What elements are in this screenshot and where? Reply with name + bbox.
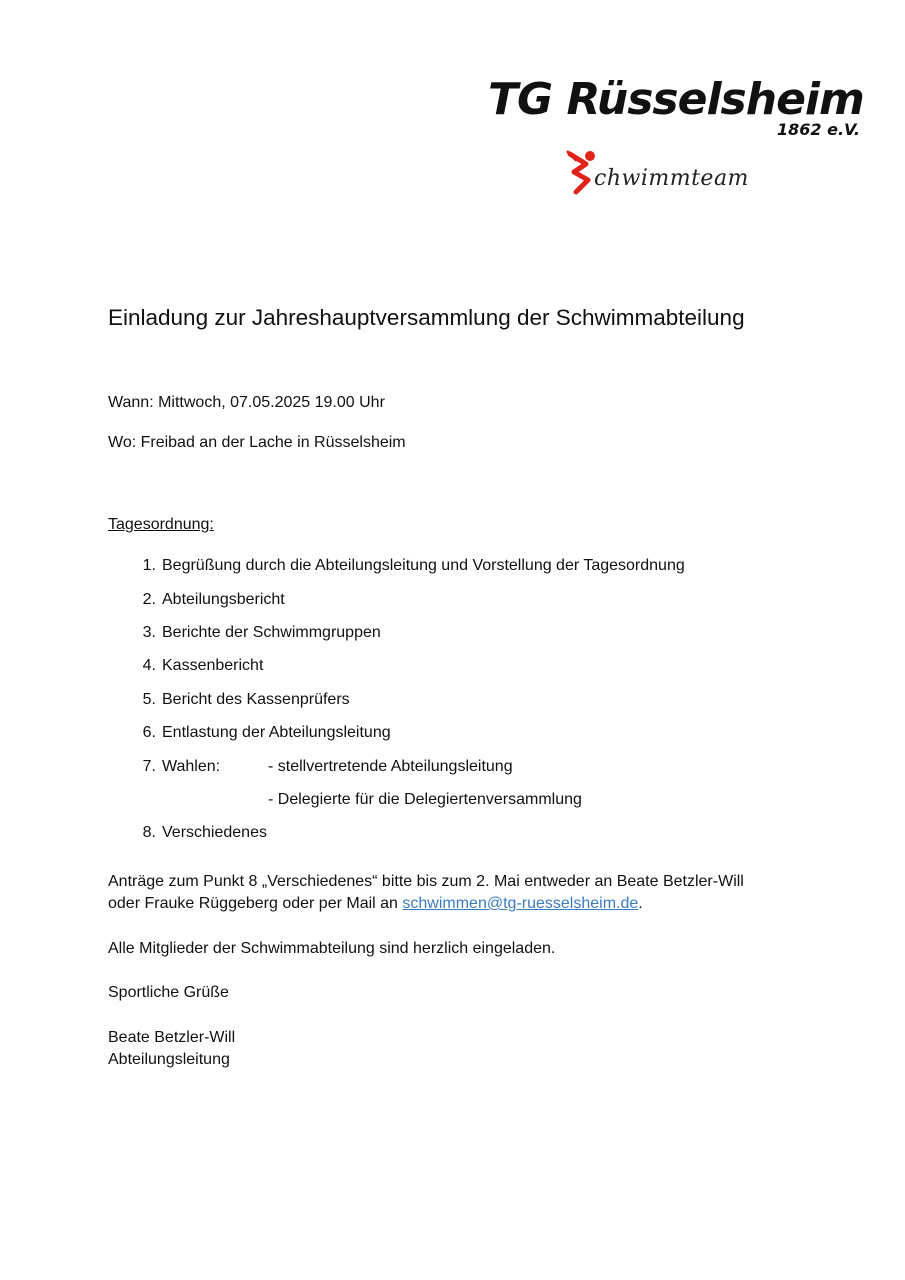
list-text: Berichte der Schwimmgruppen (162, 624, 381, 641)
motions-period: . (638, 895, 643, 912)
list-number: 3. (142, 624, 156, 641)
list-number: 6. (142, 724, 156, 741)
club-founded: 1862 e.V. (777, 120, 860, 139)
page-title: Einladung zur Jahreshauptversammlung der Schwimmabteilung (108, 305, 745, 330)
list-number: 2. (142, 591, 156, 608)
swim-team-name: chwimmteam (594, 166, 749, 191)
list-text: Kassenbericht (162, 657, 264, 674)
email-link[interactable]: schwimmen@tg-ruesselsheim.de (402, 895, 639, 912)
greeting: Sportliche Grüße (108, 984, 229, 1001)
signer-role: Abteilungsleitung (108, 1051, 230, 1068)
meeting-time: Wann: Mittwoch, 07.05.2025 19.00 Uhr (108, 394, 385, 411)
signer-name: Beate Betzler-Will (108, 1029, 236, 1046)
election-item: - stellvertretende Abteilungsleitung (268, 758, 513, 775)
motions-line (108, 893, 808, 915)
meeting-location: Wo: Freibad an der Lache in Rüsselsheim (108, 434, 406, 451)
list-text: Verschiedenes (162, 824, 267, 841)
motions-paragraph (108, 871, 808, 915)
list-text: Entlastung der Abteilungsleitung (162, 724, 391, 741)
list-number: 4. (142, 657, 156, 674)
list-number: 7. (142, 758, 156, 775)
list-text: Bericht des Kassenprüfers (162, 691, 350, 708)
list-number: 1. (142, 557, 156, 574)
motions-line: Anträge zum Punkt 8 „Verschiedenes“ bitte bis zum 2. Mai entweder an Beate Betzler-Will (108, 873, 744, 890)
agenda-heading: Tagesordnung: (108, 516, 214, 533)
list-number: 5. (142, 691, 156, 708)
swim-team-logo (566, 146, 796, 206)
club-logo (470, 72, 870, 212)
list-text: Wahlen: (162, 758, 221, 775)
club-name: TG Rüsselsheim (488, 74, 864, 125)
list-number: 8. (142, 824, 156, 841)
invitation-text: Alle Mitglieder der Schwimmabteilung sind herzlich eingeladen. (108, 940, 556, 957)
list-text: Begrüßung durch die Abteilungsleitung und Vorstellung der Tagesordnung (162, 557, 685, 574)
motions-text: oder Frauke Rüggeberg oder per Mail an (108, 895, 403, 912)
list-text: Abteilungsbericht (162, 591, 285, 608)
election-item: - Delegierte für die Delegiertenversammlung (268, 791, 582, 808)
